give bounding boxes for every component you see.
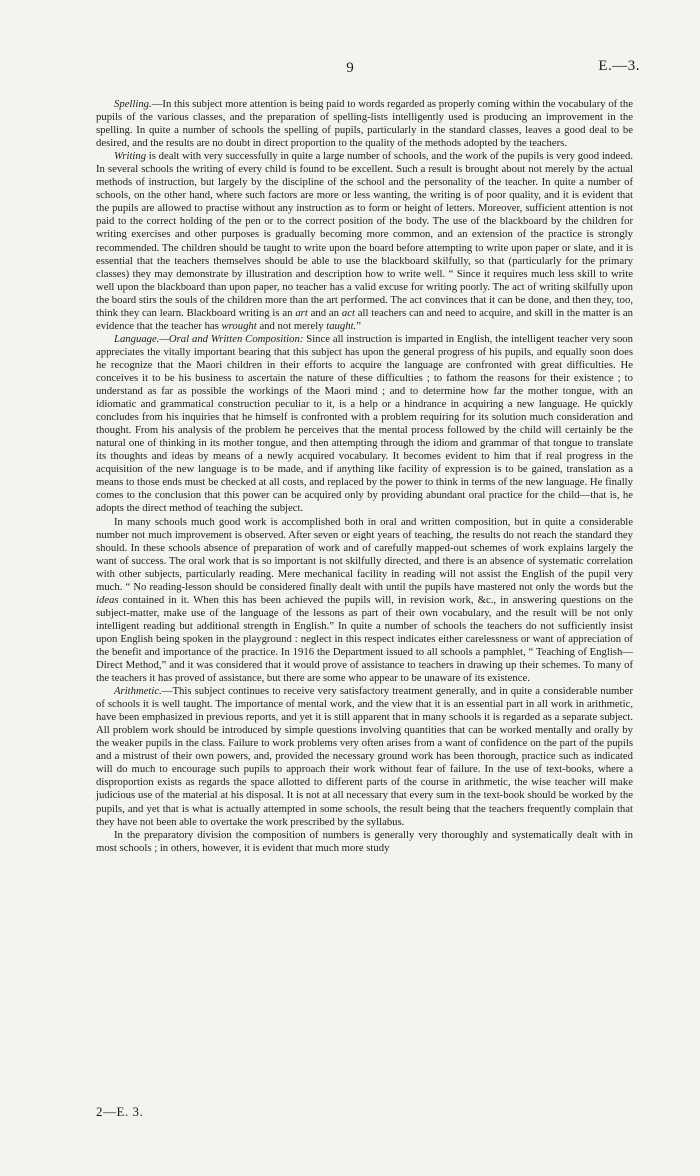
paragraph-composition: [96, 516, 633, 686]
writing-heading: Writing: [114, 150, 147, 163]
composition-text-2: contained in it. When this has been achieved the pupils will, in revision work, &c., in answering questions on the subject-matter, make use of the language of the lessons as part of their own vocabulary, and the result will be not only intelligent reading but additional strength in English.” In quite a number of schools the teachers do not sufficiently insist upon English being spoken in the playground : neglect in this respect indicates either carelessness or want of appreciation of the benefit and importance of the practice. In 1916 the Department issued to all schools a pamphlet, “ Teaching of English—Direct Method,” and it was considered that it would prove of assistance to teachers in drawing up their schemes. To many of the teachers it has proved of assistance, but there are some who appear to be unaware of its existence.: [96, 593, 633, 685]
writing-text-2: all teachers can and need to acquire, and skill in the matter is an evidence that the teacher has: [96, 306, 633, 332]
emphasis-art: art: [295, 306, 308, 319]
writing-text-1: is dealt with very successfully in quite a large number of schools, and the work of the pupils is very good indeed. In several schools the writing of every child is found to be excellent. Such a result is brought about not merely by the actual methods of instruction, but largely by the discipline of the school and the personality of the teacher. In quite a number of schools, on the other hand, where such factors are more or less wanting, the writing is of poor quality, and it is evident that the pupils are allowed to practise without any instruction as to form or height of letters. Moreover, sufficient attention is not paid to the correct holding of the pen or to the correct position of the body. The use of the blackboard by the children for writing exercises and other purposes is gradually becoming more common, and an extension of the practice is strongly recommended. The children should be taught to write upon the board before attempting to write upon paper or slate, and it is essential that the teachers themselves should be able to use the blackboard skilfully, so that (particularly for the primary classes) they may demonstrate by illustration and description how to write well. “ Since it requires much less skill to write well upon the blackboard than upon paper, no teacher has a valid excuse for writing poorly. The act of writing skilfully upon the board stirs the souls of the children more than the art performed. The act convinces that it can be done, and then they, too, think they can learn. Blackboard writing is an: [96, 150, 633, 319]
paragraph-language: [96, 333, 633, 516]
arithmetic-text: —This subject continues to receive very satisfactory treatment generally, and in quite a considerable number of schools it is well taught. The importance of mental work, and the view that it is an essential part in all work in arithmetic, have been emphasized in previous reports, and yet it is still apparent that in many schools it is regarded as a separate subject. All problem work should be introduced by simple questions involving quantities that can be worked mentally and orally by the weaker pupils in the class. Failure to work problems very often arises from a want of confidence on the part of the pupils and a mistrust of their own powers, and, provided the necessary ground work has been thorough, practice such as indicated will do much to encourage such pupils to approach their work without fear of failure. In the use of text-books, where a disproportion exists as regards the space allotted to different parts of the course in arithmetic, the wise teacher will make judicious use of the material at his disposal. It is not at all necessary that every sum in the text-book should be worked by the pupils, and yet that is what is actually attempted in some schools, the result being that the teachers frequently complain that they have not been able to overtake the work prescribed by the syllabus.: [96, 685, 633, 828]
spelling-heading: Spelling.: [114, 98, 152, 110]
signature-mark: 2—E. 3.: [96, 1104, 144, 1119]
paragraph-spelling: [96, 98, 633, 150]
document-reference: E.—3.: [598, 58, 640, 74]
writing-text-and: and an: [307, 306, 342, 319]
emphasis-wrought: wrought: [221, 319, 257, 332]
preparatory-text: In the preparatory division the composition of numbers is generally very thoroughly and systematically dealt with in most schools ; in others, however, it is evident that much more study: [96, 828, 633, 854]
spelling-text: —In this subject more attention is being paid to words regarded as properly coming within the vocabulary of the pupils of the various classes, and the preparation of spelling-lists intelligently used is producing an improvement in the spelling. In quite a number of schools the spelling of pupils, particularly in the standard classes, leaves a good deal to be desired, and the results are no doubt in direct proportion to the quality of the methods adopted by the teachers.: [96, 98, 633, 150]
document-body: [96, 98, 633, 855]
paragraph-preparatory: [96, 829, 633, 855]
composition-text-1: In many schools much good work is accomplished both in oral and written composition, but in quite a considerable number not much improvement is observed. After seven or eight years of teaching, the results do not reach the standard they should. In these schools absence of preparation of work and of carefully mapped-out schemes of work explains largely the want of success. The oral work that is so important is not skilfully directed, and there is an absence of systematic correlation with other subjects, particularly reading. Mere mechanical facility in reading will not assist the English of the pupil very much. “ No reading-lesson should be considered finally dealt with until the pupils have mastered not only the words but the: [96, 515, 633, 593]
writing-text-3: and not merely: [256, 319, 327, 332]
emphasis-act: act: [341, 306, 355, 319]
writing-text-end: ”: [356, 319, 361, 332]
paragraph-writing: [96, 150, 633, 333]
arithmetic-heading: Arithmetic.: [114, 685, 162, 698]
paragraph-arithmetic: [96, 685, 633, 829]
emphasis-ideas: ideas: [96, 593, 119, 606]
emphasis-taught: taught.: [326, 319, 357, 332]
page-number: 9: [346, 60, 354, 76]
language-heading: Language.—Oral and Written Composition:: [114, 332, 304, 345]
language-text: Since all instruction is imparted in English, the intelligent teacher very soon appreciates the vitally important bearing that this subject has upon the general progress of his pupils, and equally soon does he recognize that the Maori children in their efforts to acquire the language are confronted with great difficulties. He conceives it to be his business to ascertain the nature of these difficulties ; to fathom the reasons for their existence ; to understand as far as possible the workings of the Maori mind ; and to determine how far the mother tongue, with an idiomatic and grammatical construction peculiar to it, is a help or a hindrance in acquiring a new language. He quickly concludes from his inquiries that he himself is confronted with a problem requiring for its solution much consideration and thought. From his analysis of the problem he perceives that the mental process followed by the child will certainly be the natural one of thinking in its mother tongue, and then attempting through the idiom and grammar of that tongue to translate its thoughts and ideas by means of a newly acquired vocabulary. It becomes evident to him that if real progress in the acquisition of the new language is to be made, and if anything like facility of expression is to be gained, translation as a means to those ends must be checked at all costs, and replaced by the power to think in terms of the new language. He finally comes to the conclusion that this power can be acquired only by providing abundant oral practice for the child—that is, he adopts the direct method of teaching the subject.: [96, 332, 633, 515]
